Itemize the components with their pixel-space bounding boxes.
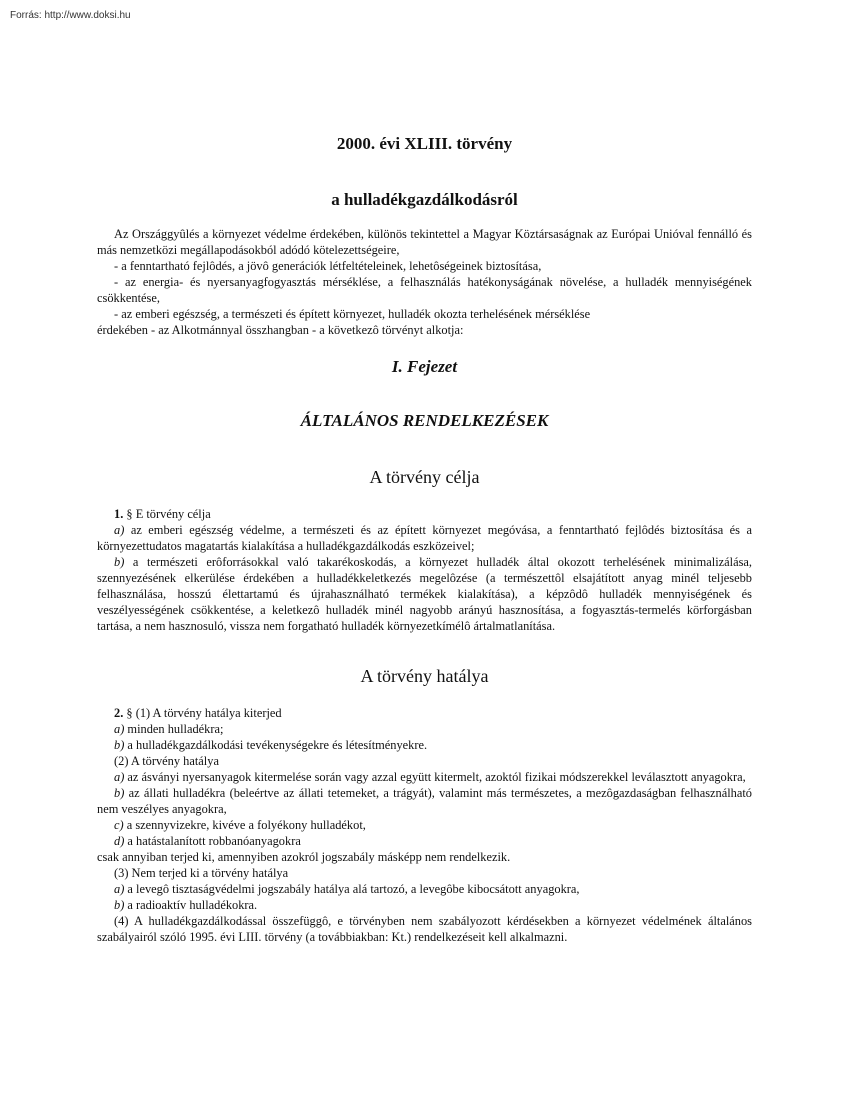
preamble-paragraph: - az energia- és nyersanyagfogyasztás mérséklése, a felhasználás hatékonyságának növelése, a hulladék mennyiségének csökkentése, (97, 275, 752, 305)
list-item (97, 721, 752, 737)
chapter-number: I. Fejezet (391, 357, 458, 376)
list-marker: a) (114, 882, 125, 896)
section-1-body (97, 506, 752, 634)
subsection: (4) A hulladékgazdálkodással összefüggô, e törvényben nem szabályozott kérdésekben a környezet védelmének általános szabályairól szóló 1995. évi LIII. törvény (a továbbiakban: Kt.) rendelkezéseit kell alkalmazni. (97, 914, 752, 944)
list-marker: a) (114, 722, 125, 736)
list-item (97, 522, 752, 554)
list-item (97, 769, 752, 785)
list-marker: c) (114, 818, 124, 832)
list-item (97, 881, 752, 897)
document-title: 2000. évi XLIII. törvény (336, 134, 513, 153)
preamble-paragraph: érdekében - az Alkotmánnyal összhangban - a következô törvényt alkotja: (97, 323, 464, 337)
list-text: az állati hulladékra (beleértve az állati tetemeket, a trágyát), valamint más természetes, a mezôgazdaságban felhasználható nem veszélyes anyagokra, (97, 786, 752, 816)
list-item (97, 817, 752, 833)
list-text: a hulladékgazdálkodási tevékenységekre és létesítményekre. (124, 738, 428, 752)
list-marker: a) (114, 770, 125, 784)
list-marker: a) (114, 523, 125, 537)
list-item (97, 785, 752, 817)
list-text: az emberi egészség védelme, a természeti és az épített környezet megóvása, a fenntartható fejlôdés biztosítása és a környezettudatos magatartás kialakítása a hulladékgazdálkodás eszközeivel; (97, 523, 752, 553)
document-subtitle: a hulladékgazdálkodásról (331, 190, 518, 209)
list-marker: b) (114, 786, 125, 800)
paragraph-number: 1. (114, 507, 124, 521)
list-item (97, 737, 752, 753)
list-marker: b) (114, 738, 125, 752)
section-heading: A törvény célja (369, 467, 480, 487)
preamble-paragraph: - az emberi egészség, a természeti és épített környezet, hulladék okozta terhelésének mérséklése (114, 307, 591, 321)
subsection: (3) Nem terjed ki a törvény hatálya (114, 866, 289, 880)
paragraph-title-text: § E törvény célja (126, 507, 211, 521)
chapter-title: ÁLTALÁNOS RENDELKEZÉSEK (300, 411, 549, 430)
list-item (97, 833, 752, 849)
paragraph-title (97, 705, 752, 721)
preamble (97, 226, 752, 338)
list-marker: d) (114, 834, 125, 848)
list-text: a hatástalanított robbanóanyagokra (124, 834, 301, 848)
list-text: a levegô tisztaságvédelmi jogszabály hatálya alá tartozó, a levegôbe kibocsátott anyagokra, (124, 882, 580, 896)
paragraph-number: 2. (114, 706, 124, 720)
subsection: (2) A törvény hatálya (114, 754, 219, 768)
list-item (97, 554, 752, 634)
list-text: minden hulladékra; (124, 722, 224, 736)
list-text: a szennyvizekre, kivéve a folyékony hulladékot, (123, 818, 366, 832)
preamble-paragraph: - a fenntartható fejlôdés, a jövô generációk létfeltételeinek, lehetôségeinek biztosítása, (114, 259, 542, 273)
paragraph-text: csak annyiban terjed ki, amennyiben azokról jogszabály másképp nem rendelkezik. (97, 850, 511, 864)
list-marker: b) (114, 555, 125, 569)
section-2-body (97, 705, 752, 945)
list-item (97, 897, 752, 913)
paragraph-title-text: § (1) A törvény hatálya kiterjed (126, 706, 282, 720)
list-marker: b) (114, 898, 125, 912)
list-text: a természeti erôforrásokkal való takarékoskodás, a környezet hulladék által okozott terhelésének minimalizálása, szennyezésének elkerülése érdekében a hulladékkeletkezés megelôzése (a természettôl elsajátított anyag minél teljesebb felhasználása, hosszú élettartamú és újrahasználható termékek kialakítása), a képzôdô hulladék mennyiségének és veszélyességének csökkentése, a keletkezô hulladék minél nagyobb arányú hasznosítása, a fogyasztás-termelés körforgásban tartása, a nem hasznosuló, vissza nem forgatható hulladék környezetkímélô ártalmatlanítása. (97, 555, 752, 633)
preamble-paragraph: Az Országgyûlés a környezet védelme érdekében, különös tekintettel a Magyar Köztársaságnak az Európai Unióval fennálló és más nemzetközi megállapodásokból adódó kötelezettségeire, (97, 227, 752, 257)
list-text: a radioaktív hulladékokra. (124, 898, 258, 912)
source-note: Forrás: http://www.doksi.hu (10, 10, 131, 21)
section-heading: A törvény hatálya (360, 666, 489, 686)
list-text: az ásványi nyersanyagok kitermelése során vagy azzal együtt kitermelt, azoktól fizikai módszerekkel leválasztott anyagokra, (124, 770, 746, 784)
paragraph-title (97, 506, 752, 522)
